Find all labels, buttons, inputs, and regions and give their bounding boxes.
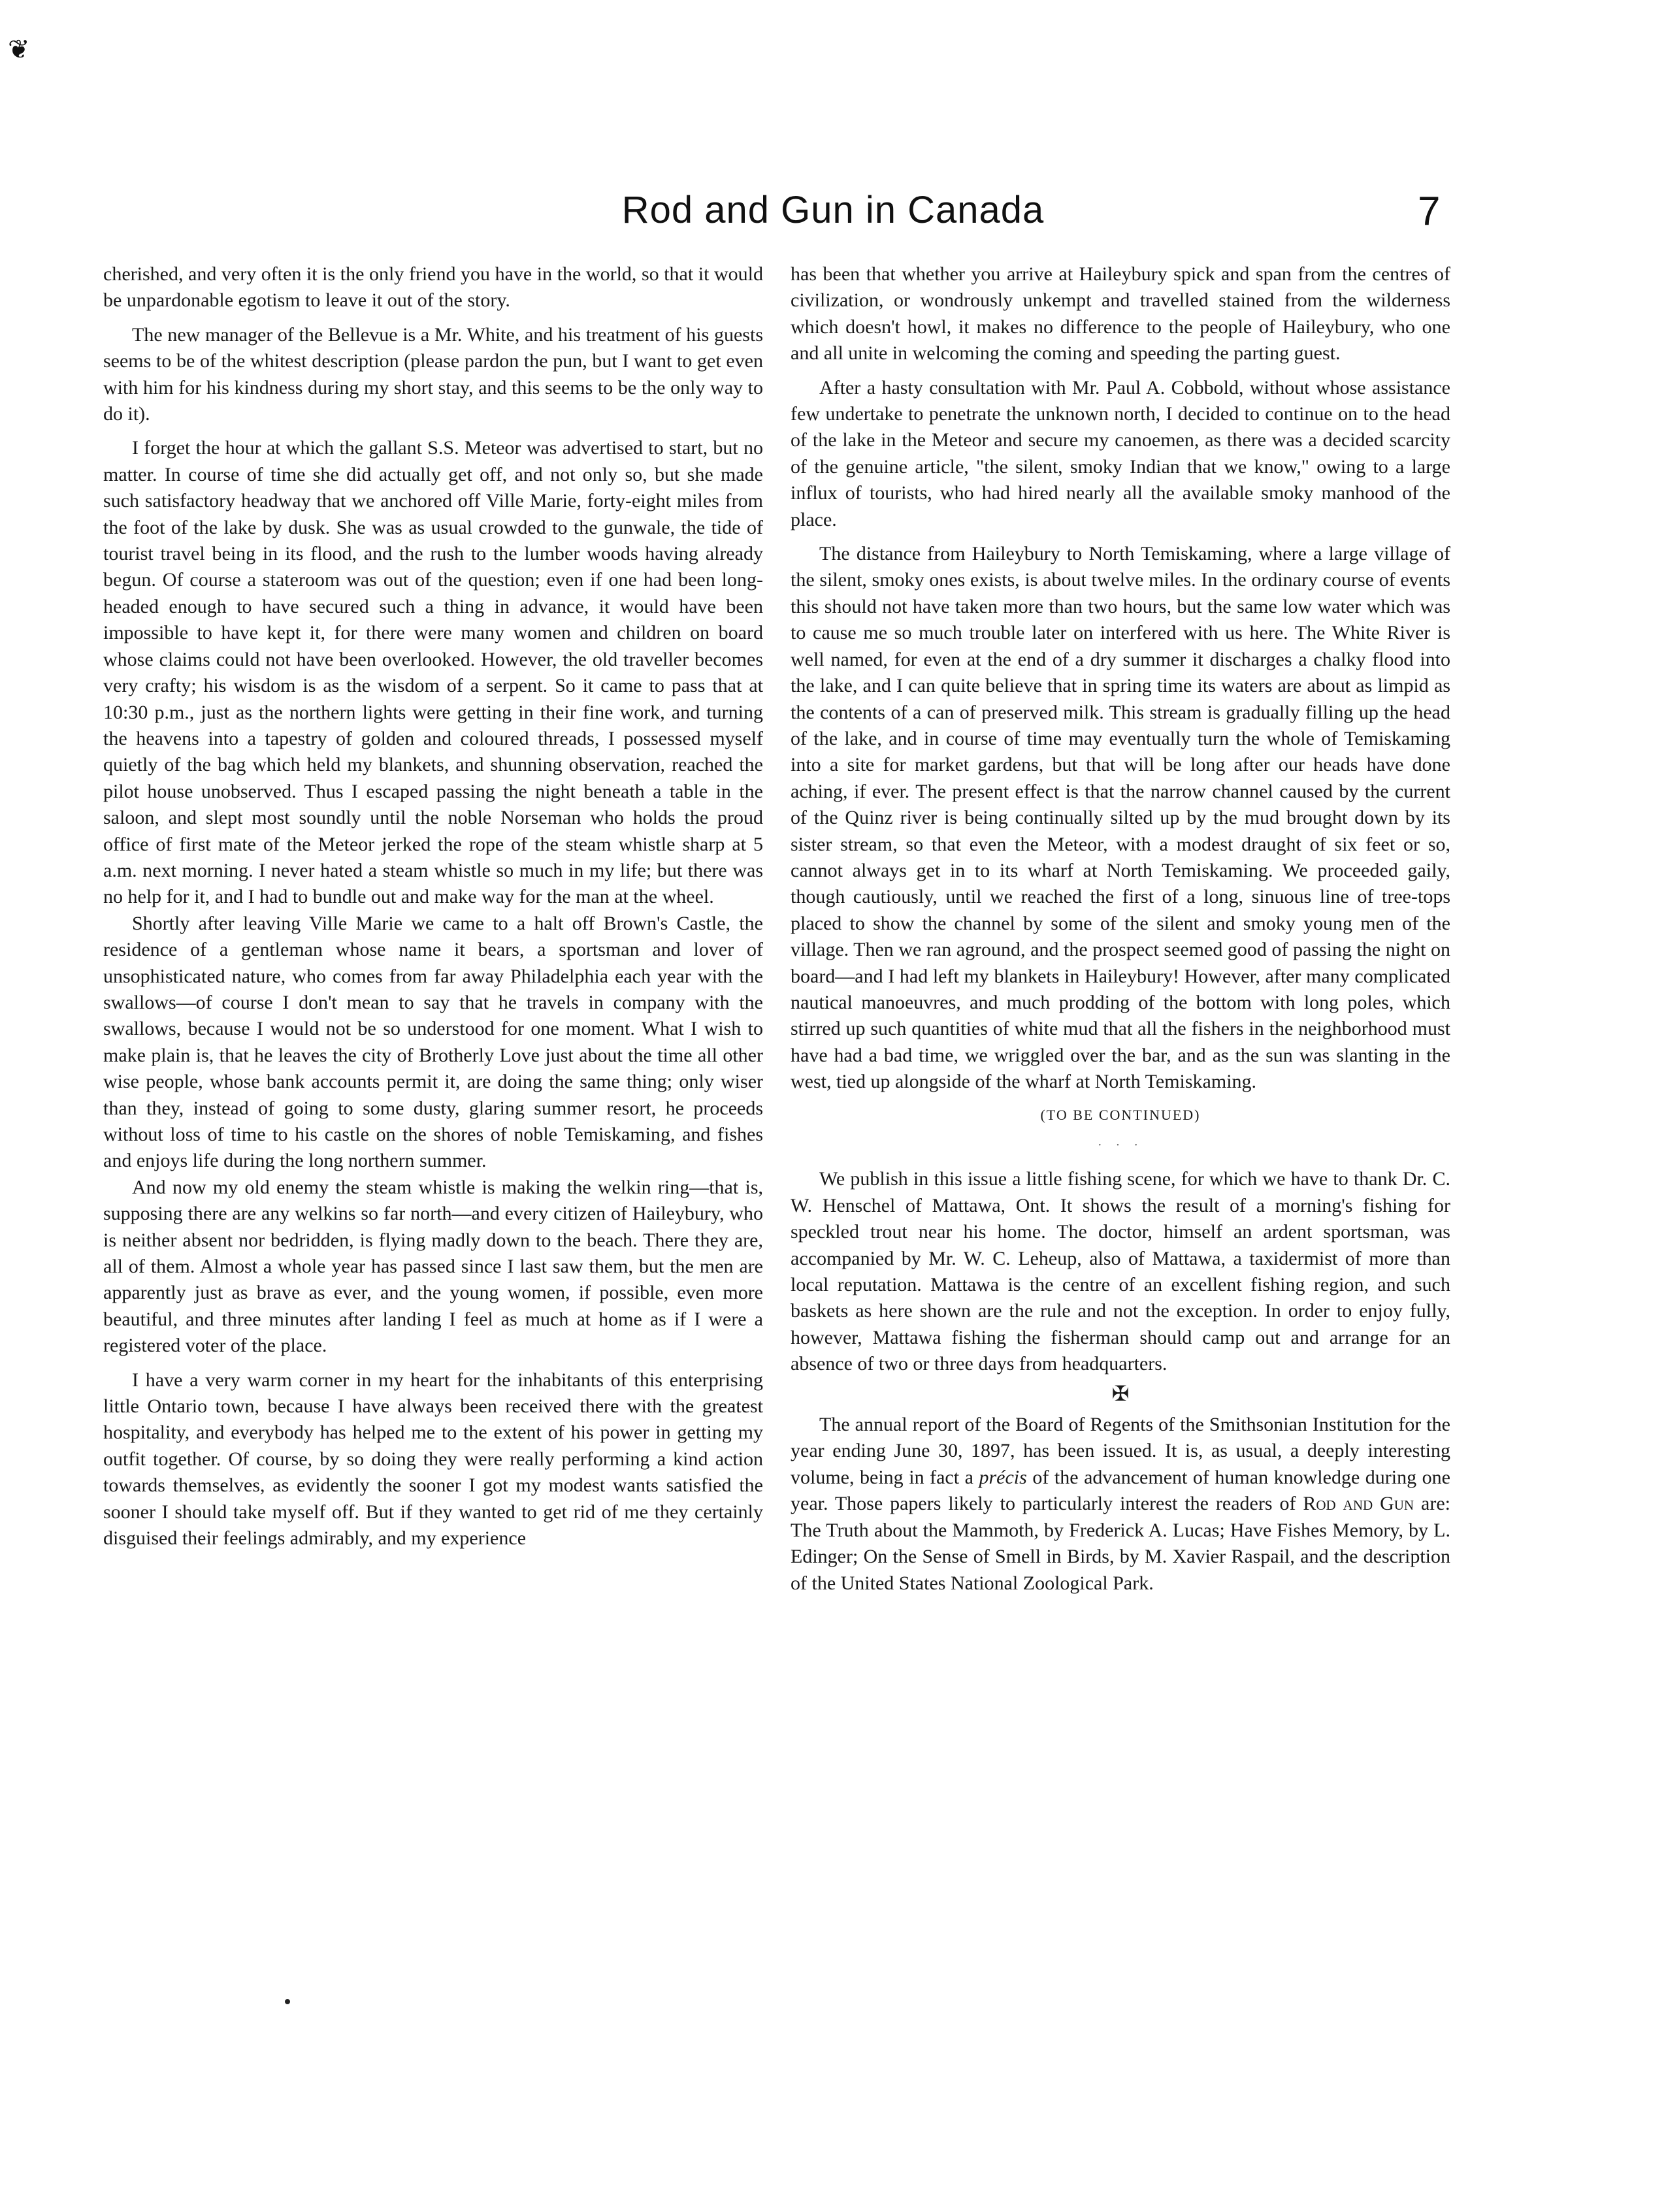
to-be-continued: (TO BE CONTINUED) xyxy=(1040,1106,1201,1123)
paragraph: The distance from Haileybury to North Temiskaming, where a large village of the silent, smoky ones exists, is about twelve miles. In the ordinary course of events this should not have taken more than two hours, but the same low water which was to cause me so much trouble later on interfered with us here. The White River is well named, for even at the end of a dry summer it discharges a chalky flood into the lake, and I can quite believe that in spring time its waters are about as limpid as the contents of a can of preserved milk. This stream is gradually filling up the head of the lake, and in course of time may eventually turn the whole of Temiskaming into a site for market gardens, but that will be long after our heads have done aching, if ever. The present effect is that the narrow channel caused by the current of the Quinz river is being continually silted up by the mud brought down by its sister stream, so that even the Meteor, with a modest draught of six feet or so, cannot always get in to its wharf at North Temiskaming. We proceeded gaily, though cautiously, until we reached the first of a long, sinuous line of tree-tops placed to show the channel by some of the silent and smoky young men of the village. Then we ran aground, and the prospect seemed good of passing the night on board—and I had left my blankets in Haileybury! However, after many complicated nautical manoeuvres, and much prodding of the bottom with long poles, which stirred up such quantities of white mud that all the fishers in the neighborhood must have had a bad time, we wriggled over the bar, and as the sun was slanting in the west, tied up alongside of the wharf at North Temiskaming. xyxy=(791,543,1450,1093)
paragraph: I forget the hour at which the gallant S.S. Meteor was advertised to start, but no matter. In course of time she did actually get off, and not only so, but she made such satisfactory headway that we anchored off Ville Marie, forty-eight miles from the foot of the lake by dusk. She was as usual crowded to the gunwale, the tide of tourist travel being in its flood, and the rush to the lumber woods having already begun. Of course a stateroom was out of the question; even if one had been long-headed enough to have secured such a thing in advance, it would have been impossible to have kept it, for there were many women and children on board whose claims could not have been overlooked. However, the old traveller becomes very crafty; his wisdom is as the wisdom of a serpent. So it came to pass that at 10:30 p.m., just as the northern lights were getting in their fine work, and turning the heavens into a tapestry of golden and coloured threads, I possessed myself quietly of the bag which held my blankets, and shunning observation, reached the pilot house unobserved. Thus I escaped passing the night beneath a table in the saloon, and slept most soundly until the noble Norseman who holds the proud office of first mate of the Meteor jerked the rope of the steam whistle sharp at 5 a.m. next morning. I never hated a steam whistle so much in my life; but there was no help for it, and I had to bundle out and make way for the man at the wheel. xyxy=(103,437,763,908)
print-speck xyxy=(285,1999,290,2004)
page-header xyxy=(0,188,1666,247)
fishing-note: We publish in this issue a little fishing scene, for which we have to thank Dr. C. W. Henschel of Mattawa, Ont. It shows the result of a morning's fishing for speckled trout near his home. The doctor, himself an ardent sportsman, was accompanied by Mr. W. C. Leheup, also of Mattawa, a taxidermist of more than local reputation. Mattawa is the centre of an excellent fishing region, and such baskets as here shown are the rule and not the exception. In order to enjoy fully, however, Mattawa fishing the fisherman should camp out and arrange for an absence of two or three days from headquarters. xyxy=(791,1168,1450,1375)
text-fragment: The annual report of the Board of Regents of the Smithsonian Institution for the year ending June 30, 1897, has been issued. It is, as usual, a deeply interesting volume, being in fact a xyxy=(791,1414,1450,1488)
paragraph: And now my old enemy the steam whistle is making the welkin ring—that is, supposing there are any welkins so far north—and every citizen of Haileybury, who is neither absent nor bedridden, is flying madly down to the beach. There they are, all of them. Almost a whole year has passed since I last saw them, but the men are apparently just as brave as ever, and the young women, if possible, even more beautiful, and three minutes after landing I feel as much at home as if I were a registered voter of the place. xyxy=(103,1176,763,1357)
paragraph: The new manager of the Bellevue is a Mr. White, and his treatment of his guests seems to be of the whitest description (please pardon the pun, but I want to get even with him for his kindness during my short stay, and this seems to be the only way to do it). xyxy=(103,323,763,425)
paragraph: I have a very warm corner in my heart for the inhabitants of this enterprising little Ontario town, because I have always been received there with the greatest hospitality, and everybody has helped me to the extent of his power in getting my outfit together. Of course, by so doing they were really performing a kind action towards themselves, as evidently the sooner I got my modest wants satisfied the sooner I should take myself off. But if they wanted to get rid of me they certainly disguised their feelings admirably, and my experience xyxy=(103,1369,763,1550)
text-fragment: of the advancement of human knowledge during one year. Those papers likely to particularly interest the readers of xyxy=(791,1466,1450,1515)
left-column xyxy=(103,261,763,1552)
smithsonian-note xyxy=(791,1412,1450,1597)
paragraph: After a hasty consultation with Mr. Paul A. Cobbold, without whose assistance few undertake to penetrate the unknown north, I decided to continue on to the head of the lake in the Meteor and secure my canoemen, as there was a decided scarcity of the genuine article, "the silent, smoky Indian that we know," owing to a large influx of tourists, who had hired nearly all the available smoky manhood of the place. xyxy=(791,376,1450,530)
ornament-icon: ✠ xyxy=(1111,1381,1130,1405)
magazine-name: Rod and Gun xyxy=(1303,1493,1414,1515)
corner-mark: ❦ xyxy=(8,35,30,64)
precis-word: précis xyxy=(979,1466,1027,1488)
running-title: Rod and Gun in Canada xyxy=(621,189,1045,231)
right-column xyxy=(791,261,1450,1597)
paragraph: has been that whether you arrive at Haileybury spick and span from the centres of civilization, or wondrously unkempt and travelled stained from the wilderness which doesn't howl, it makes no difference to the people of Haileybury, who one and all unite in welcoming the coming and speeding the parting guest. xyxy=(791,263,1450,365)
text-fragment: are: The Truth about the Mammoth, by Frederick A. Lucas; Have Fishes Memory, by L. Edinger; On the Sense of Smell in Birds, by M. Xavier Raspail, and the description of the United States National Zoological Park. xyxy=(791,1493,1450,1594)
paragraph: Shortly after leaving Ville Marie we came to a halt off Brown's Castle, the residence of a gentleman whose name it bears, a sportsman and lover of unsophisticated nature, who comes from far away Philadelphia each year with the swallows—of course I don't mean to say that he travels in company with the swallows, because I would not be so understood for one moment. What I wish to make plain is, that he leaves the city of Brotherly Love just about the time all other wise people, whose bank accounts permit it, are doing the same thing; only wiser than they, instead of going to some dusty, glaring summer resort, he proceeds without loss of time to his castle on the shores of noble Temiskaming, and fishes and enjoys life during the long northern summer. xyxy=(103,912,763,1172)
paragraph: cherished, and very often it is the only friend you have in the world, so that it would be unpardonable egotism to leave it out of the story. xyxy=(103,263,763,312)
page-number: 7 xyxy=(1418,189,1441,234)
section-divider: · · · xyxy=(1098,1138,1143,1152)
